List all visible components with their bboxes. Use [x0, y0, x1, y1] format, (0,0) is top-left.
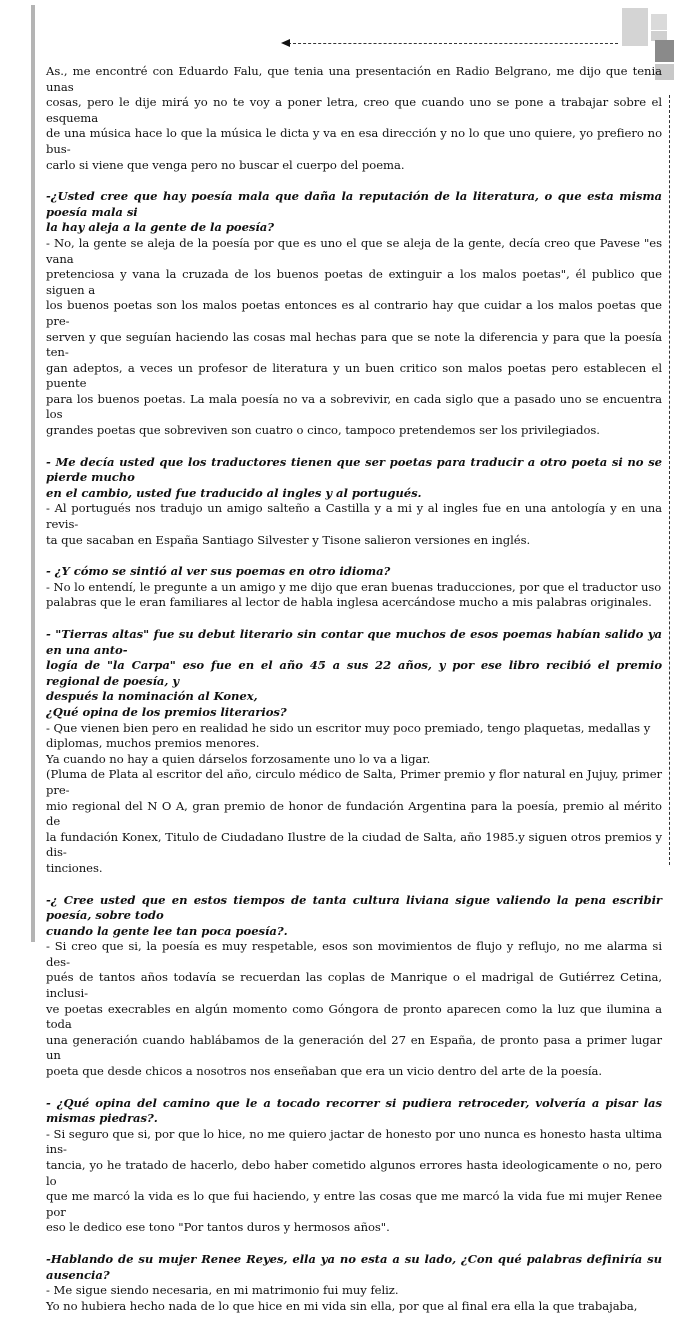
answer-line: - No lo entendí, le pregunte a un amigo y me dijo que eran buenas traducciones, por que el traductor uso — [46, 579, 662, 594]
right-dashed-rule — [669, 95, 670, 865]
text-line: carlo si viene que venga pero no buscar el cuerpo del poema. — [46, 157, 405, 172]
question-line: ¿Qué opina de los premios literarios? — [46, 704, 287, 719]
text-line: de una música hace lo que la música le dicta y va en esa dirección y no lo que uno quiere, yo prefiero no bus- — [46, 126, 662, 156]
question-line: logía de "la Carpa" eso fue en el año 45 a sus 22 años, y por ese libro recibió el premio regional de poesía, y — [46, 658, 662, 688]
answer-line: una generación cuando hablábamos de la generación del 27 en España, de pronto pasa a primer lugar un — [46, 1032, 662, 1063]
answer-line: que me marcó la vida es lo que fui haciendo, y entre las cosas que me marcó la vida fue mi mujer Renee por — [46, 1189, 662, 1219]
qa-block — [46, 189, 662, 439]
answer-line: Ya cuando no hay a quien dárselos forzosamente uno lo va a ligar. — [46, 751, 431, 766]
answer-line: - Si seguro que si, por que lo hice, no me quiero jactar de honesto por uno nunca es honesto hasta ultima ins- — [46, 1126, 662, 1157]
answer-line: palabras que le eran familiares al lector de habla inglesa acercándose mucho a mis palabras originales. — [46, 595, 652, 610]
answer-paragraph — [46, 64, 662, 173]
answer-line: - Si creo que si, la poesía es muy respetable, esos son movimientos de flujo y reflujo, no me alarma si des- — [46, 939, 662, 969]
answer-line: - Que vienen bien pero en realidad he sido un escritor muy poco premiado, tengo plaquetas, medallas y — [46, 720, 651, 735]
question-line: -Hablando de su mujer Renee Reyes, ella ya no esta a su lado, ¿Con qué palabras definiría su ausencia? — [46, 1251, 662, 1282]
answer-line: pués de tantos años todavía se recuerdan las coplas de Manrique o el madrigal de Gutiérrez Cetina, inclusi- — [46, 970, 662, 1001]
qa-block — [46, 627, 662, 877]
answer-line: - Me sigue siendo necesaria, en mi matrimonio fui muy feliz. — [46, 1283, 399, 1298]
qa-block — [46, 1096, 662, 1236]
answer-line: Yo no hubiera hecho nada de lo que hice en mi vida sin ella, por que al final era ella la que trabajaba, — [46, 1298, 638, 1313]
text-line: cosas, pero le dije mirá yo no te voy a poner letra, creo que cuando uno se pone a trabajar sobre el esquema — [46, 95, 662, 125]
question-line: - "Tierras altas" fue su debut literario sin contar que muchos de esos poemas habían salido ya en una anto- — [46, 627, 662, 657]
answer-line: los buenos poetas son los malos poetas entonces es al contrario hay que cuidar a los malos poetas que pre- — [46, 298, 662, 328]
arrow-left-icon — [281, 39, 290, 47]
answer-line: - No, la gente se aleja de la poesía por que es uno el que se aleja de la gente, decía creo que Pavese "es vana — [46, 235, 662, 266]
question-line: en el cambio, usted fue traducido al ingles y al portugués. — [46, 485, 422, 500]
answer-line: gan adeptos, a veces un profesor de literatura y un buen critico son malos poetas pero establecen el puente — [46, 360, 662, 391]
answer-line: pretenciosa y vana la cruzada de los buenos poetas de extinguir a los malos poetas", él publico que siguen a — [46, 267, 662, 297]
left-margin-bar — [31, 5, 35, 942]
answer-line: grandes poetas que sobreviven son cuatro o cinco, tampoco pretendemos ser los privilegiados. — [46, 423, 600, 438]
corner-block — [622, 8, 648, 46]
answer-line: (Pluma de Plata al escritor del año, circulo médico de Salta, Primer premio y flor natural en Jujuy, primer pre- — [46, 767, 662, 797]
dashed-arrow-line — [288, 43, 618, 44]
answer-line: - Al portugués nos tradujo un amigo salteño a Castilla y a mi y al ingles fue en una antología y en una revis- — [46, 501, 662, 532]
question-line: la hay aleja a la gente de la poesía? — [46, 220, 274, 235]
question-line: -¿ Cree usted que en estos tiempos de tanta cultura liviana sigue valiendo la pena escribir poesía, sobre todo — [46, 892, 662, 923]
answer-line: diplomas, muchos premios menores. — [46, 736, 260, 751]
answer-line: para los buenos poetas. La mala poesía no va a sobrevivir, en cada siglo que a pasado uno se encuentra los — [46, 391, 662, 422]
answer-line: poeta que desde chicos a nosotros nos enseñaban que era un vicio dentro del arte de la poesía. — [46, 1064, 603, 1079]
question-line: - ¿Y cómo se sintió al ver sus poemas en otro idioma? — [46, 564, 391, 579]
question-line: - ¿Qué opina del camino que le a tocado recorrer si pudiera retroceder, volvería a pisar las mismas piedras?. — [46, 1095, 662, 1126]
answer-line: eso le dedico ese tono "Por tantos duros y hermosos años". — [46, 1220, 390, 1235]
question-line: -¿Usted cree que hay poesía mala que daña la reputación de la literatura, o que esta misma poesía mala si — [46, 189, 662, 219]
question-line: - Me decía usted que los traductores tienen que ser poetas para traducir a otro poeta si no se pierde mucho — [46, 454, 662, 485]
question-line: después la nominación al Konex, — [46, 689, 258, 704]
answer-line: ta que sacaban en España Santiago Silvester y Tisone salieron versiones en inglés. — [46, 532, 531, 547]
corner-block — [655, 40, 674, 62]
qa-block — [46, 564, 662, 611]
answer-line: serven y que seguían haciendo las cosas mal hechas para que se note la diferencia y para que la poesía ten- — [46, 329, 662, 360]
corner-block — [651, 14, 667, 30]
qa-block — [46, 455, 662, 549]
answer-line: tancia, yo he tratado de hacerlo, debo haber cometido algunos errores hasta ideologicamente o no, pero lo — [46, 1158, 662, 1188]
interview-text — [46, 64, 662, 1330]
qa-block — [46, 1252, 662, 1314]
answer-line: la fundación Konex, Titulo de Ciudadano Ilustre de la ciudad de Salta, año 1985.y siguen otros premios y dis- — [46, 829, 662, 860]
answer-line: tinciones. — [46, 860, 103, 875]
answer-line: ve poetas execrables en algún momento como Góngora de pronto aparecen como la luz que ilumina a toda — [46, 1001, 662, 1032]
question-line: cuando la gente lee tan poca poesía?. — [46, 923, 288, 938]
answer-line: mio regional del N O A, gran premio de honor de fundación Argentina para la poesía, premio al mérito de — [46, 798, 662, 829]
text-line: As., me encontré con Eduardo Falu, que tenia una presentación en Radio Belgrano, me dijo que tenia unas — [46, 64, 662, 94]
qa-block — [46, 893, 662, 1080]
